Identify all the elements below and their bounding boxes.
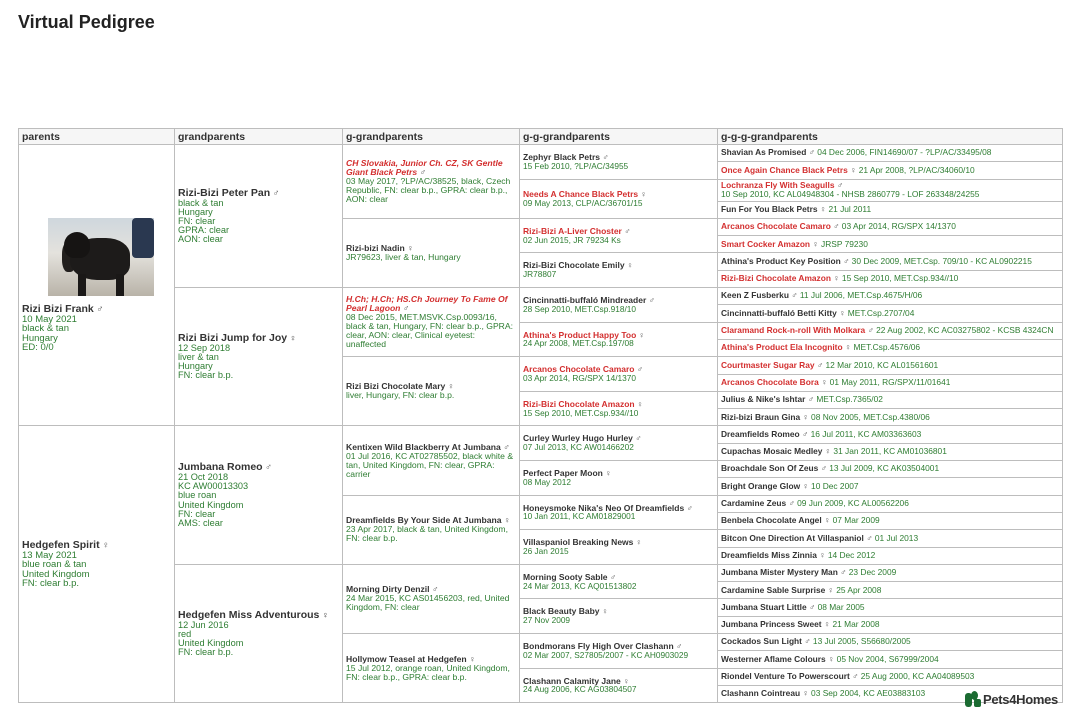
g-g-grandparent-cell bbox=[520, 426, 718, 461]
g-g-g-grandparent-detail: MET.Csp.7365/02 bbox=[816, 394, 883, 405]
g-g-g-grandparent-cell bbox=[718, 461, 1063, 478]
g-g-g-grandparent-cell bbox=[718, 357, 1063, 374]
g-g-g-grandparent-cell bbox=[718, 201, 1063, 218]
g-g-g-grandparent-detail: 25 Aug 2000, KC AA04089503 bbox=[860, 671, 975, 681]
g-g-g-grandparent-cell bbox=[718, 409, 1063, 426]
g-g-g-grandparent-detail: 15 Sep 2010, MET.Csp.934//10 bbox=[841, 273, 959, 284]
g-g-grandparent-cell bbox=[520, 218, 718, 253]
g-g-g-grandparent-detail: 01 Jul 2013 bbox=[874, 532, 919, 543]
g-g-g-grandparent-cell bbox=[718, 322, 1063, 339]
g-g-grandparent-cell bbox=[520, 253, 718, 288]
grandparent-detail: blue roan bbox=[178, 490, 217, 501]
g-g-grandparent-detail: 24 Apr 2008, MET.Csp.197/08 bbox=[523, 338, 634, 349]
sex-symbol: ♀ bbox=[850, 164, 857, 175]
g-g-grandparent-cell bbox=[520, 564, 718, 599]
parent-detail: Hungary bbox=[22, 332, 58, 344]
grandparent-detail: United Kingdom bbox=[178, 499, 244, 510]
grandparent-detail: United Kingdom bbox=[178, 638, 244, 649]
g-g-g-grandparent-detail: 07 Mar 2009 bbox=[832, 515, 880, 526]
g-g-g-grandparent-cell bbox=[718, 564, 1063, 581]
g-g-grandparent-name[interactable]: Curley Wurley Hugo Hurley bbox=[523, 433, 633, 444]
g-g-g-grandparent-detail: 04 Dec 2006, FIN14690/07 - ?LP/AC/33495/08 bbox=[817, 147, 992, 158]
g-grandparent-name[interactable]: Dreamfields By Your Side At Jumbana bbox=[346, 515, 502, 526]
g-g-grandparent-cell bbox=[520, 357, 718, 392]
sex-symbol: ♂ bbox=[635, 433, 642, 444]
header-g-g-g-grandparents: g-g-g-grandparents bbox=[718, 129, 1063, 145]
g-g-g-grandparent-name[interactable]: Bright Orange Glow bbox=[721, 480, 801, 491]
g-g-g-grandparent-name[interactable]: Fun For You Black Petrs bbox=[721, 203, 818, 214]
g-g-grandparent-detail: 15 Sep 2010, MET.Csp.934//10 bbox=[523, 407, 639, 418]
pedigree-row bbox=[19, 145, 1063, 162]
g-grandparent-name-line bbox=[346, 295, 516, 313]
g-g-g-grandparent-name[interactable]: Bitcon One Direction At Villaspaniol bbox=[721, 532, 864, 543]
grandparent-cell bbox=[175, 564, 343, 702]
grandparent-detail: FN: clear bbox=[178, 215, 216, 226]
g-g-g-grandparent-cell bbox=[718, 288, 1063, 305]
sex-symbol: ♀ bbox=[636, 398, 644, 409]
sex-symbol: ♀ bbox=[802, 480, 809, 491]
g-g-grandparent-name[interactable]: Cincinnatti-buffaló Mindreader bbox=[523, 295, 647, 306]
g-g-grandparent-name[interactable]: Morning Sooty Sable bbox=[523, 571, 608, 582]
g-g-grandparent-name[interactable]: Athina's Product Happy Too bbox=[523, 329, 637, 340]
g-g-g-grandparent-cell bbox=[718, 305, 1063, 322]
g-g-g-grandparent-cell bbox=[718, 374, 1063, 391]
g-g-g-grandparent-name[interactable]: Riondel Venture To Powerscourt bbox=[721, 671, 850, 681]
sex-symbol: ♂ bbox=[431, 584, 439, 595]
g-g-g-grandparent-name[interactable]: Cincinnatti-buffaló Betti Kitty bbox=[721, 307, 837, 318]
parent-detail: FN: clear b.p. bbox=[22, 578, 80, 590]
g-g-grandparent-cell bbox=[520, 495, 718, 530]
parent-detail: 13 May 2021 bbox=[22, 549, 77, 561]
sex-symbol: ♂ bbox=[419, 166, 427, 177]
g-grandparent-detail: 24 Mar 2015, KC AS01456203, red, United Kingdom, FN: clear bbox=[346, 593, 510, 613]
sex-symbol: ♂ bbox=[867, 325, 874, 336]
pedigree-table bbox=[18, 128, 1063, 703]
g-g-g-grandparent-detail: 16 Jul 2011, KC AM03363603 bbox=[810, 428, 922, 439]
g-g-g-grandparent-detail: 09 Jun 2009, KC AL00562206 bbox=[797, 498, 909, 509]
grandparent-detail: 21 Oct 2018 bbox=[178, 472, 229, 483]
sex-symbol: ♀ bbox=[844, 342, 852, 353]
g-grandparent-name[interactable]: Hollymow Teasel at Hedgefen bbox=[346, 653, 467, 664]
g-g-g-grandparent-detail: 01 May 2011, RG/SPX/11/01641 bbox=[829, 376, 951, 387]
sex-symbol: ♂ bbox=[791, 290, 798, 301]
grandparent-name[interactable]: Rizi-Bizi Peter Pan bbox=[178, 186, 271, 199]
grandparent-detail: red bbox=[178, 628, 192, 639]
g-g-grandparent-cell bbox=[520, 461, 718, 496]
sex-symbol: ♂ bbox=[804, 636, 811, 647]
sex-symbol: ♂ bbox=[801, 428, 809, 439]
g-g-grandparent-detail: 09 May 2013, CLP/AC/36701/15 bbox=[523, 197, 643, 208]
header-g-g-grandparents: g-g-grandparents bbox=[520, 129, 718, 145]
g-grandparent-detail: 01 Jul 2016, KC AT02785502, black white & tan, United Kingdom, FN: clear, GPRA: carrier bbox=[346, 450, 514, 479]
g-g-g-grandparent-detail: 21 Mar 2008 bbox=[832, 619, 880, 630]
g-g-g-grandparent-cell bbox=[718, 270, 1063, 287]
sex-symbol: ♀ bbox=[827, 584, 834, 595]
g-grandparent-cell bbox=[343, 145, 520, 219]
grandparent-detail: FN: clear b.p. bbox=[178, 647, 234, 658]
g-g-g-grandparent-detail: JRSP 79230 bbox=[821, 238, 868, 249]
g-g-g-grandparent-name[interactable]: Smart Cocker Amazon bbox=[721, 238, 811, 249]
grandparent-name[interactable]: Hedgefen Miss Adventurous bbox=[178, 608, 320, 621]
g-g-g-grandparent-name[interactable]: Courtmaster Sugar Ray bbox=[721, 359, 815, 370]
grandparent-detail: Hungary bbox=[178, 206, 213, 217]
sex-symbol: ♂ bbox=[840, 567, 847, 578]
sex-symbol: ♂ bbox=[788, 498, 795, 509]
g-g-g-grandparent-cell bbox=[718, 145, 1063, 162]
g-grandparent-name[interactable]: Morning Dirty Denzil bbox=[346, 584, 430, 595]
g-g-g-grandparent-name[interactable]: Westerner Aflame Colours bbox=[721, 653, 826, 664]
g-g-grandparent-name[interactable]: Bondmorans Fly High Over Clashann bbox=[523, 641, 674, 652]
sex-symbol: ♀ bbox=[626, 260, 634, 271]
g-g-g-grandparent-detail: 03 Apr 2014, RG/SPX 14/1370 bbox=[841, 221, 956, 232]
g-g-g-grandparent-name[interactable]: Athina's Product Key Position bbox=[721, 255, 841, 266]
sex-symbol: ♀ bbox=[289, 332, 297, 343]
g-g-grandparent-cell bbox=[520, 145, 718, 180]
sex-symbol: ♂ bbox=[852, 671, 859, 681]
g-g-grandparent-cell bbox=[520, 391, 718, 426]
g-g-g-grandparent-cell bbox=[718, 512, 1063, 529]
g-g-grandparent-cell bbox=[520, 288, 718, 323]
g-g-g-grandparent-name[interactable]: Jumbana Mister Mystery Man bbox=[721, 567, 838, 578]
g-grandparent-name-line bbox=[346, 159, 516, 177]
sex-symbol: ♂ bbox=[624, 225, 631, 236]
g-grandparent-detail: 15 Jul 2012, orange roan, United Kingdom, FN: clear b.p., GPRA: clear b.p. bbox=[346, 662, 510, 682]
g-g-grandparent-detail: 24 Mar 2013, KC AQ01513802 bbox=[523, 580, 637, 591]
g-g-g-grandparent-detail: 25 Apr 2008 bbox=[836, 584, 882, 595]
sex-symbol: ♀ bbox=[102, 539, 110, 551]
g-g-g-grandparent-cell bbox=[718, 391, 1063, 408]
g-grandparent-detail: 03 May 2017, ?LP/AC/38525, black, Czech Republic, FN: clear b.p., GPRA: clear b.p., AON: clear bbox=[346, 175, 511, 204]
grandparent-detail: FN: clear bbox=[178, 508, 216, 519]
g-g-g-grandparent-detail: 10 Dec 2007 bbox=[811, 480, 859, 491]
g-grandparent-detail: JR79623, liver & tan, Hungary bbox=[346, 251, 461, 262]
sex-symbol: ♂ bbox=[503, 441, 510, 452]
g-g-g-grandparent-name[interactable]: Keen Z Fusberku bbox=[721, 290, 789, 301]
g-g-g-grandparent-cell bbox=[718, 443, 1063, 460]
sex-symbol: ♂ bbox=[96, 303, 104, 315]
g-g-grandparent-detail: 03 Apr 2014, RG/SPX 14/1370 bbox=[523, 373, 637, 384]
g-g-g-grandparent-cell bbox=[718, 179, 1063, 201]
g-g-g-grandparent-cell bbox=[718, 651, 1063, 668]
g-g-g-grandparent-cell bbox=[718, 218, 1063, 235]
g-g-g-grandparent-detail: 22 Aug 2002, KC AC03275802 - KCSB 4324CN bbox=[876, 325, 1054, 336]
g-grandparent-detail: 23 Apr 2017, black & tan, United Kingdom, FN: clear b.p. bbox=[346, 524, 508, 544]
sex-symbol: ♀ bbox=[601, 606, 609, 617]
g-g-grandparent-name[interactable]: Black Beauty Baby bbox=[523, 606, 600, 617]
g-g-g-grandparent-detail: 14 Dec 2012 bbox=[827, 549, 876, 560]
g-g-g-grandparent-cell bbox=[718, 616, 1063, 633]
sex-symbol: ♀ bbox=[321, 609, 329, 620]
sex-symbol: ♀ bbox=[833, 273, 840, 284]
grandparent-name[interactable]: Jumbana Romeo bbox=[178, 461, 263, 474]
g-g-g-grandparent-detail: 21 Jul 2011 bbox=[828, 203, 872, 214]
header-row bbox=[19, 129, 1063, 145]
g-g-g-grandparent-name[interactable]: Cupachas Mosaic Medley bbox=[721, 446, 823, 457]
g-g-g-grandparent-cell bbox=[718, 547, 1063, 564]
g-g-g-grandparent-detail: MET.Csp.4576/06 bbox=[853, 342, 921, 353]
grandparent-detail: KC AW00013303 bbox=[178, 481, 249, 492]
g-g-g-grandparent-name[interactable]: Shavian As Promised bbox=[721, 147, 807, 158]
g-grandparent-detail: liver, Hungary, FN: clear b.p. bbox=[346, 390, 455, 401]
g-grandparent-cell bbox=[343, 288, 520, 357]
g-g-g-grandparent-detail: 12 Mar 2010, KC AL01561601 bbox=[825, 359, 939, 370]
g-g-grandparent-cell bbox=[520, 322, 718, 357]
g-g-grandparent-detail: 26 Jan 2015 bbox=[523, 546, 569, 557]
g-g-g-grandparent-name[interactable]: Arcanos Chocolate Bora bbox=[721, 376, 819, 387]
g-g-g-grandparent-detail: 03 Sep 2004, KC AE03883103 bbox=[811, 688, 926, 699]
parent-name[interactable]: Rizi Bizi Frank bbox=[22, 302, 94, 315]
g-g-g-grandparent-detail: 05 Nov 2004, S67999/2004 bbox=[836, 653, 939, 664]
sex-symbol: ♂ bbox=[272, 187, 280, 198]
sex-symbol: ♀ bbox=[824, 446, 832, 457]
parent-detail: black & tan bbox=[22, 323, 69, 335]
g-g-g-grandparent-name[interactable]: Claramand Rock-n-roll With Molkara bbox=[721, 325, 866, 336]
pedigree-row bbox=[19, 564, 1063, 581]
g-g-grandparent-name[interactable]: Zephyr Black Petrs bbox=[523, 152, 601, 162]
g-g-grandparent-detail: JR78807 bbox=[523, 269, 557, 280]
g-g-g-grandparent-name[interactable]: Arcanos Chocolate Camaro bbox=[721, 221, 831, 232]
g-grandparent-cell bbox=[343, 634, 520, 703]
g-g-g-grandparent-detail: 08 Nov 2005, MET.Csp.4380/06 bbox=[811, 411, 930, 422]
sex-symbol: ♂ bbox=[265, 462, 273, 473]
g-g-g-grandparent-detail: MET.Csp.2707/04 bbox=[847, 307, 915, 318]
parent-detail: 10 May 2021 bbox=[22, 313, 77, 325]
g-g-grandparent-cell bbox=[520, 634, 718, 669]
g-g-grandparent-cell bbox=[520, 530, 718, 565]
g-g-g-grandparent-cell bbox=[718, 495, 1063, 512]
sex-symbol: ♀ bbox=[407, 242, 414, 253]
parent-detail: blue roan & tan bbox=[22, 559, 87, 571]
sex-symbol: ♀ bbox=[819, 549, 826, 560]
g-g-grandparent-detail: 28 Sep 2010, MET.Csp.918/10 bbox=[523, 303, 637, 314]
g-g-grandparent-detail: 02 Jun 2015, JR 79234 Ks bbox=[523, 234, 621, 245]
g-g-grandparent-detail: 08 May 2012 bbox=[523, 476, 571, 487]
g-g-g-grandparent-name[interactable]: Benbela Chocolate Angel bbox=[721, 515, 822, 526]
g-g-grandparent-detail: 07 Jul 2013, KC AW01466202 bbox=[523, 442, 634, 453]
sex-symbol: ♀ bbox=[802, 688, 809, 699]
grandparent-detail: Hungary bbox=[178, 361, 213, 372]
g-g-g-grandparent-detail: 11 Jul 2006, MET.Csp.4675/H/06 bbox=[799, 290, 923, 301]
sex-symbol: ♀ bbox=[819, 203, 827, 214]
g-g-g-grandparent-cell bbox=[718, 236, 1063, 253]
g-g-g-grandparent-cell bbox=[718, 478, 1063, 495]
grandparent-name[interactable]: Rizi Bizi Jump for Joy bbox=[178, 331, 288, 344]
grandparent-detail: 12 Jun 2016 bbox=[178, 619, 229, 630]
g-g-grandparent-name[interactable]: Honeysmoke Nika's Neo Of Dreamfields bbox=[523, 502, 685, 513]
g-grandparent-cell bbox=[343, 357, 520, 426]
g-grandparent-name[interactable]: Kentixen Wild Blackberry At Jumbana bbox=[346, 441, 501, 452]
header-g-grandparents: g-grandparents bbox=[343, 129, 520, 145]
g-g-grandparent-cell bbox=[520, 668, 718, 703]
pedigree-row bbox=[19, 288, 1063, 305]
sex-symbol: ♂ bbox=[675, 641, 683, 652]
sex-symbol: ♀ bbox=[839, 307, 846, 318]
header-parents: parents bbox=[19, 129, 175, 145]
page-title: Virtual Pedigree bbox=[18, 12, 155, 32]
g-g-g-grandparent-detail: 13 Jul 2005, S56680/2005 bbox=[812, 636, 911, 647]
grandparent-name-line bbox=[178, 610, 339, 621]
g-g-g-grandparent-detail: 08 Mar 2005 bbox=[817, 601, 865, 612]
sex-symbol: ♀ bbox=[623, 675, 630, 686]
sex-symbol: ♀ bbox=[821, 376, 828, 387]
g-g-g-grandparent-name[interactable]: Rizi-Bizi Chocolate Amazon bbox=[721, 273, 831, 284]
pedigree-row bbox=[19, 426, 1063, 443]
g-g-grandparent-name[interactable]: Perfect Paper Moon bbox=[523, 468, 603, 479]
sex-symbol: ♂ bbox=[843, 255, 850, 266]
parent-detail: ED: 0/0 bbox=[22, 342, 54, 354]
g-g-grandparent-cell bbox=[520, 599, 718, 634]
g-g-g-grandparent-name[interactable]: Cardamine Sable Surprise bbox=[721, 584, 826, 595]
g-g-grandparent-detail: 15 Feb 2010, ?LP/AC/34955 bbox=[523, 160, 629, 171]
g-g-g-grandparent-name[interactable]: Jumbana Stuart Little bbox=[721, 601, 807, 612]
g-g-g-grandparent-name[interactable]: Clashann Cointreau bbox=[721, 688, 801, 699]
sex-symbol: ♂ bbox=[816, 359, 824, 370]
g-g-g-grandparent-name[interactable]: Cardamine Zeus bbox=[721, 498, 787, 509]
g-g-g-grandparent-cell bbox=[718, 253, 1063, 270]
g-g-g-grandparent-name[interactable]: Lochranza Fly With Seagulls bbox=[721, 179, 835, 190]
g-g-g-grandparent-name[interactable]: Julius & Nike's Ishtar bbox=[721, 394, 806, 405]
g-g-g-grandparent-cell bbox=[718, 426, 1063, 443]
g-g-g-grandparent-detail: 13 Jul 2009, KC AK03504001 bbox=[829, 463, 940, 474]
g-g-g-grandparent-cell bbox=[718, 599, 1063, 616]
grandparent-detail: AMS: clear bbox=[178, 518, 223, 529]
sex-symbol: ♂ bbox=[866, 532, 873, 543]
grandparent-name-line bbox=[178, 188, 339, 199]
g-g-grandparent-name[interactable]: Needs A Chance Black Petrs bbox=[523, 188, 639, 199]
sex-symbol: ♂ bbox=[808, 601, 816, 612]
g-grandparent-cell bbox=[343, 495, 520, 564]
g-g-grandparent-detail: 27 Nov 2009 bbox=[523, 615, 571, 626]
g-g-g-grandparent-detail: 21 Apr 2008, ?LP/AC/34060/10 bbox=[858, 164, 975, 175]
sex-symbol: ♂ bbox=[833, 221, 840, 232]
g-g-grandparent-detail: 10 Jan 2011, KC AM01829001 bbox=[523, 511, 636, 522]
sex-symbol: ♀ bbox=[635, 537, 642, 548]
g-g-g-grandparent-detail: 10 Sep 2010, KC AL04948304 - NHSB 2860779 - LOF 263348/24255 bbox=[721, 189, 980, 200]
g-g-g-grandparent-name[interactable]: Athina's Product Ela Incognito bbox=[721, 342, 843, 353]
pets4homes-logo[interactable] bbox=[965, 691, 1058, 707]
g-g-g-grandparent-cell bbox=[718, 162, 1063, 179]
parent-cell bbox=[19, 145, 175, 426]
sex-symbol: ♂ bbox=[836, 179, 844, 190]
sex-symbol: ♀ bbox=[828, 653, 835, 664]
g-g-grandparent-name[interactable]: Clashann Calamity Jane bbox=[523, 675, 621, 686]
parent-detail: United Kingdom bbox=[22, 568, 90, 580]
g-grandparent-detail: 08 Dec 2015, MET.MSVK.Csp.0093/16, black & tan, Hungary, FN: clear b.p., GPRA: clear, AON: clear, Clinical eyetest: unaffected bbox=[346, 312, 514, 350]
grandparent-cell bbox=[175, 288, 343, 426]
g-g-grandparent-name[interactable]: Rizi-Bizi Chocolate Amazon bbox=[523, 398, 635, 409]
grandparent-cell bbox=[175, 426, 343, 564]
sex-symbol: ♂ bbox=[648, 295, 655, 306]
sex-symbol: ♂ bbox=[609, 571, 617, 582]
logo-text: Pets4Homes bbox=[982, 691, 1058, 707]
g-g-grandparent-name[interactable]: Rizi-Bizi Chocolate Emily bbox=[523, 260, 625, 271]
sex-symbol: ♂ bbox=[636, 364, 644, 375]
sex-symbol: ♀ bbox=[640, 188, 647, 199]
sex-symbol: ♂ bbox=[686, 502, 693, 513]
grandparent-detail: black & tan bbox=[178, 197, 224, 208]
sex-symbol: ♂ bbox=[808, 147, 815, 158]
grandparent-detail: GPRA: clear bbox=[178, 225, 230, 236]
sex-symbol: ♀ bbox=[802, 411, 809, 422]
g-grandparent-name[interactable]: H.Ch; H.Ch; HS.Ch Journey To Fame Of Pearl Lagoon bbox=[346, 294, 508, 314]
grandparent-detail: liver & tan bbox=[178, 352, 219, 363]
g-g-grandparent-name[interactable]: Rizi-Bizi A-Liver Choster bbox=[523, 225, 622, 236]
g-g-g-grandparent-name[interactable]: Dreamfields Romeo bbox=[721, 428, 800, 439]
sex-symbol: ♂ bbox=[807, 394, 814, 405]
g-g-g-grandparent-cell bbox=[718, 339, 1063, 356]
g-g-g-grandparent-name[interactable]: Broachdale Son Of Zeus bbox=[721, 463, 819, 474]
sex-symbol: ♂ bbox=[402, 303, 410, 314]
grandparent-cell bbox=[175, 145, 343, 288]
sex-symbol: ♀ bbox=[824, 515, 831, 526]
g-g-g-grandparent-cell bbox=[718, 530, 1063, 547]
sex-symbol: ♀ bbox=[638, 329, 645, 340]
g-g-g-grandparent-name[interactable]: Cockados Sun Light bbox=[721, 636, 802, 647]
g-g-g-grandparent-cell bbox=[718, 668, 1063, 685]
parent-name[interactable]: Hedgefen Spirit bbox=[22, 538, 100, 551]
sex-symbol: ♀ bbox=[605, 468, 612, 479]
parent-cell bbox=[19, 426, 175, 703]
g-grandparent-cell bbox=[343, 564, 520, 633]
g-g-grandparent-detail: 24 Aug 2006, KC AG03804507 bbox=[523, 684, 637, 695]
grandparent-detail: AON: clear bbox=[178, 234, 223, 245]
sex-symbol: ♀ bbox=[812, 238, 819, 249]
g-g-g-grandparent-detail: 30 Dec 2009, MET.Csp. 709/10 - KC AL0902215 bbox=[851, 255, 1032, 266]
g-grandparent-cell bbox=[343, 426, 520, 495]
pets4homes-logo-icon bbox=[965, 691, 981, 707]
g-g-grandparent-detail: 02 Mar 2007, S27805/2007 - KC AH0903029 bbox=[523, 649, 689, 660]
g-g-g-grandparent-cell bbox=[718, 634, 1063, 651]
g-g-grandparent-name[interactable]: Villaspaniol Breaking News bbox=[523, 537, 634, 548]
g-g-g-grandparent-detail: 31 Jan 2011, KC AM01036801 bbox=[833, 446, 947, 457]
grandparent-detail: FN: clear b.p. bbox=[178, 370, 234, 381]
sex-symbol: ♀ bbox=[823, 619, 831, 630]
g-g-g-grandparent-cell bbox=[718, 582, 1063, 599]
g-grandparent-name[interactable]: CH Slovakia, Junior Ch. CZ, SK Gentle Giant Black Petrs bbox=[346, 157, 503, 177]
sex-symbol: ♀ bbox=[469, 653, 476, 664]
g-grandparent-cell bbox=[343, 218, 520, 287]
g-g-g-grandparent-detail: 23 Dec 2009 bbox=[848, 567, 897, 578]
sex-symbol: ♂ bbox=[820, 463, 827, 474]
g-g-g-grandparent-name[interactable]: Dreamfields Miss Zinnia bbox=[721, 549, 817, 560]
dog-photo bbox=[48, 218, 154, 296]
sex-symbol: ♂ bbox=[602, 152, 609, 162]
g-g-grandparent-name[interactable]: Arcanos Chocolate Camaro bbox=[523, 364, 635, 375]
g-grandparent-name[interactable]: Rizi Bizi Chocolate Mary bbox=[346, 381, 446, 392]
sex-symbol: ♀ bbox=[447, 381, 455, 392]
g-g-g-grandparent-name[interactable]: Once Again Chance Black Petrs bbox=[721, 164, 848, 175]
g-grandparent-name[interactable]: Rizi-bizi Nadin bbox=[346, 242, 405, 253]
g-g-grandparent-cell bbox=[520, 179, 718, 218]
g-g-g-grandparent-name[interactable]: Jumbana Princess Sweet bbox=[721, 619, 822, 630]
header-grandparents: grandparents bbox=[175, 129, 343, 145]
grandparent-detail: 12 Sep 2018 bbox=[178, 342, 231, 353]
g-g-g-grandparent-name[interactable]: Rizi-bizi Braun Gina bbox=[721, 411, 801, 422]
sex-symbol: ♀ bbox=[503, 515, 511, 526]
